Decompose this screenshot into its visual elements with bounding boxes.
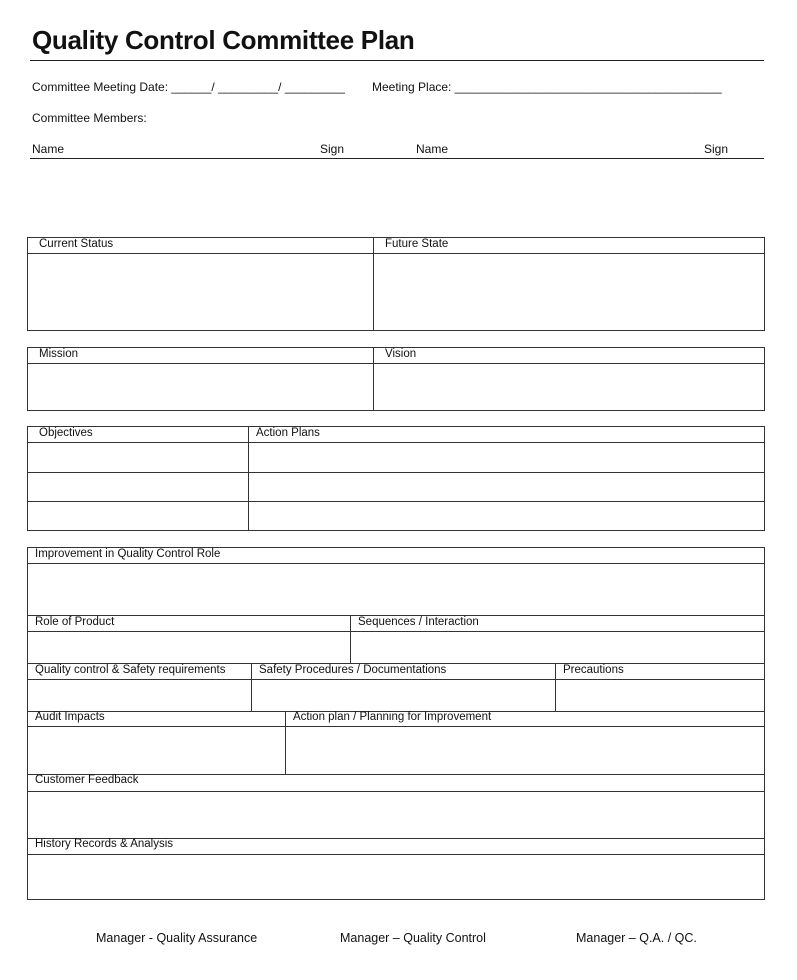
sequences-field[interactable] <box>351 632 764 663</box>
history-field[interactable] <box>28 855 764 899</box>
signature-manager-qa: Manager - Quality Assurance <box>96 931 258 945</box>
action-plan-improvement-field[interactable] <box>286 727 764 774</box>
improvement-field[interactable] <box>28 564 764 615</box>
future-state-label: Future State <box>385 238 449 250</box>
action-plan-improvement-label: Action plan / Planning for Improvement <box>293 711 492 723</box>
members-header-rule <box>30 158 764 159</box>
signature-manager-qc: Manager – Quality Control <box>340 931 486 945</box>
role-of-product-field[interactable] <box>28 632 350 663</box>
action-plan-field[interactable] <box>249 502 764 530</box>
audit-impacts-label: Audit Impacts <box>35 711 105 723</box>
action-plans-label: Action Plans <box>256 427 320 439</box>
mission-vision-table <box>27 347 765 411</box>
objectives-table <box>27 426 765 531</box>
safety-procedures-label: Safety Procedures / Documentations <box>259 664 447 676</box>
precautions-label: Precautions <box>563 664 624 676</box>
members-sign-header-1: Sign <box>320 142 345 156</box>
title-divider <box>30 60 764 61</box>
action-plan-field[interactable] <box>249 443 764 472</box>
vision-label: Vision <box>385 348 417 360</box>
history-label: History Records & Analysis <box>35 838 174 850</box>
objectives-label: Objectives <box>39 427 93 439</box>
safety-procedures-field[interactable] <box>252 680 555 711</box>
page-title: Quality Control Committee Plan <box>32 25 415 55</box>
objective-field[interactable] <box>28 473 248 501</box>
current-status-label: Current Status <box>39 238 114 250</box>
signature-manager-qaqc: Manager – Q.A. / QC. <box>576 931 697 945</box>
mission-label: Mission <box>39 348 78 360</box>
audit-impacts-field[interactable] <box>28 727 285 774</box>
customer-feedback-field[interactable] <box>28 792 764 838</box>
role-of-product-label: Role of Product <box>35 616 115 628</box>
status-table <box>27 237 765 331</box>
meeting-date-field[interactable]: Committee Meeting Date: ______/ _________/ _________ <box>32 80 345 94</box>
committee-members-label: Committee Members: <box>32 111 147 125</box>
improvement-label: Improvement in Quality Control Role <box>35 548 221 560</box>
meeting-place-field[interactable]: Meeting Place: ________________________________________ <box>372 80 722 94</box>
sequences-label: Sequences / Interaction <box>358 616 479 628</box>
qc-safety-field[interactable] <box>28 680 251 711</box>
members-name-header-1: Name <box>32 142 65 156</box>
action-plan-field[interactable] <box>249 473 764 501</box>
mission-field[interactable] <box>28 364 373 410</box>
qc-safety-label: Quality control & Safety requirements <box>35 664 226 676</box>
objective-field[interactable] <box>28 502 248 530</box>
customer-feedback-label: Customer Feedback <box>35 774 139 786</box>
vision-field[interactable] <box>374 364 764 410</box>
quality-details-table <box>27 547 765 900</box>
future-state-field[interactable] <box>374 254 764 330</box>
members-name-header-2: Name <box>416 142 449 156</box>
members-sign-header-2: Sign <box>704 142 729 156</box>
objective-field[interactable] <box>28 443 248 472</box>
precautions-field[interactable] <box>556 680 764 711</box>
current-status-field[interactable] <box>28 254 373 330</box>
